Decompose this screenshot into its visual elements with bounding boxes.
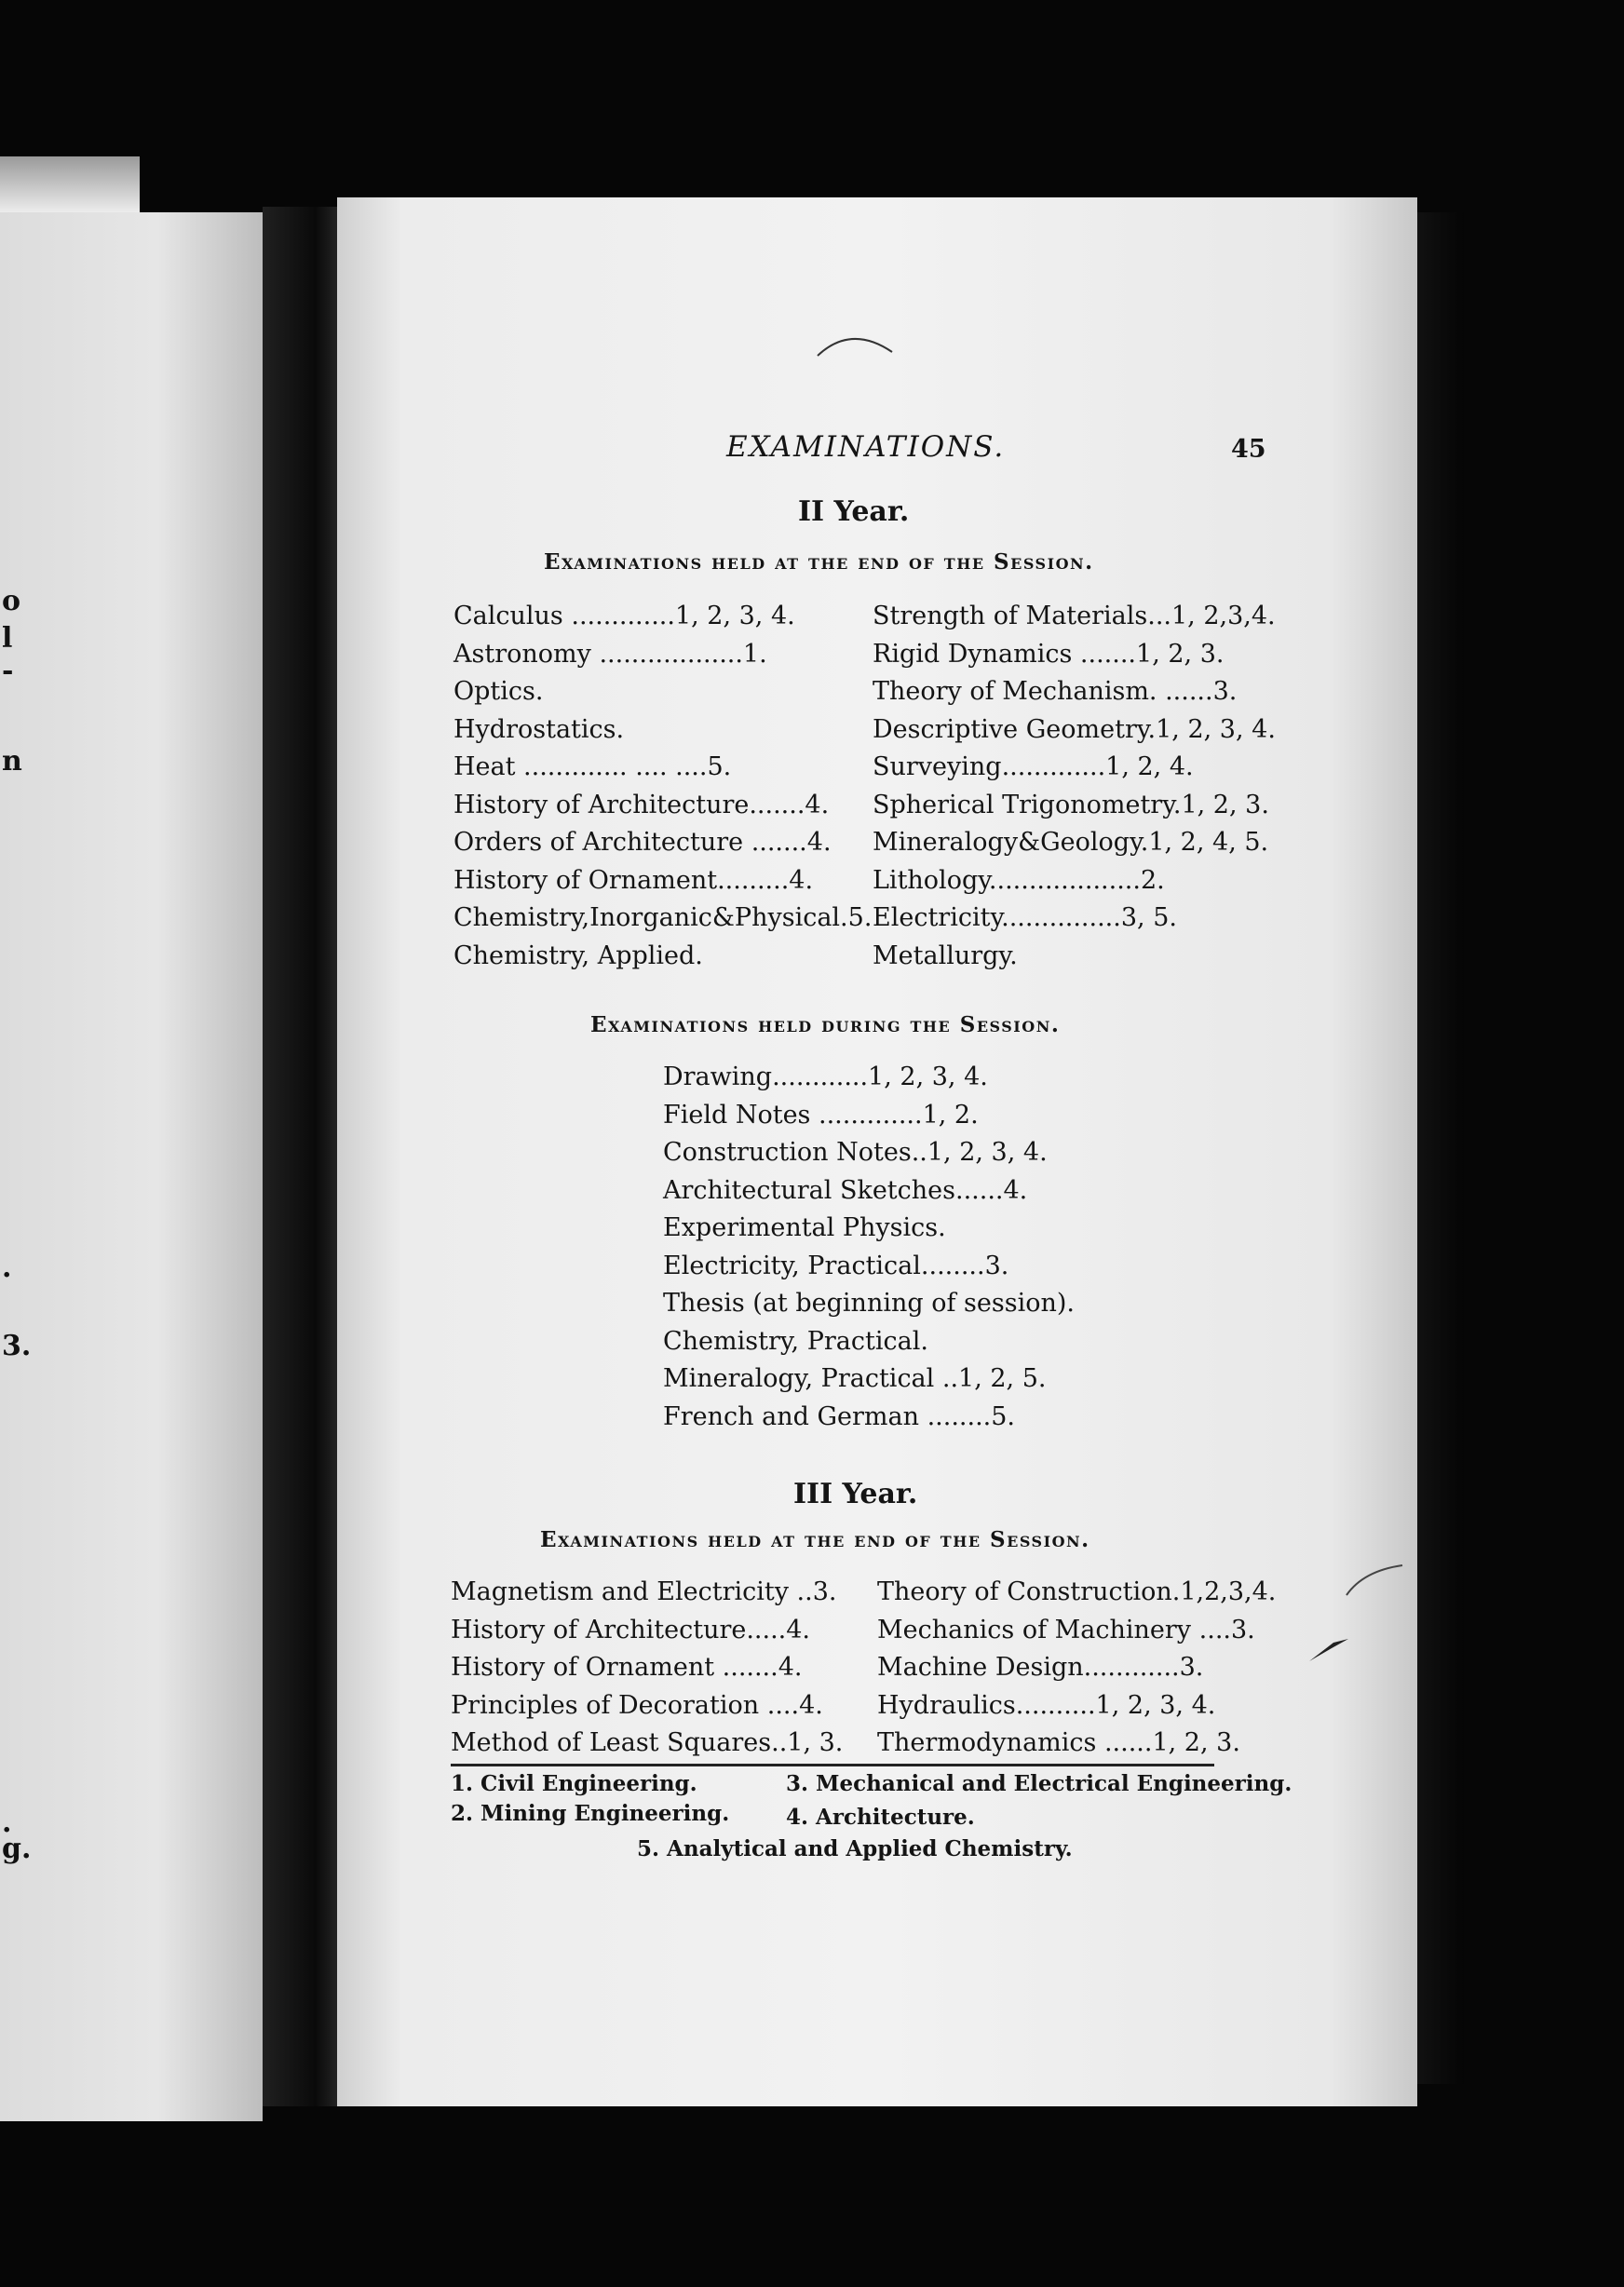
- left-page-fragment: g.: [2, 1833, 32, 1865]
- list-item: Lithology...................2.: [873, 865, 1165, 895]
- section-heading: Examinations held at the end of the Session.: [540, 1527, 1090, 1552]
- running-title: EXAMINATIONS.: [726, 430, 1006, 464]
- list-item: Principles of Decoration ....4.: [451, 1690, 823, 1720]
- list-item: Architectural Sketches......4.: [663, 1175, 1028, 1205]
- list-item: Theory of Construction.1,2,3,4.: [877, 1577, 1277, 1606]
- footnote-item: 4. Architecture.: [786, 1805, 975, 1830]
- left-page-fragment: l: [2, 622, 13, 655]
- footnote-item: 1. Civil Engineering.: [451, 1771, 697, 1796]
- list-item: Machine Design............3.: [877, 1653, 1204, 1682]
- pencil-mark-icon: [814, 328, 926, 365]
- list-item: Experimental Physics.: [663, 1213, 946, 1242]
- list-item: Chemistry,Inorganic&Physical.5.: [453, 903, 873, 932]
- pencil-mark-icon: [1343, 1562, 1408, 1599]
- list-item: Hydrostatics.: [453, 714, 625, 744]
- page-number: 45: [1231, 435, 1266, 464]
- footnote-item: 3. Mechanical and Electrical Engineering.: [786, 1771, 1292, 1796]
- left-page-fragment: .: [2, 1252, 12, 1284]
- list-item: Chemistry, Applied.: [453, 941, 703, 970]
- left-page-fragment: o: [2, 585, 21, 617]
- exam-list-left: [451, 1574, 843, 1763]
- list-item: Thermodynamics ......1, 2, 3.: [877, 1728, 1240, 1757]
- list-item: Astronomy ..................1.: [453, 639, 767, 669]
- list-item: Chemistry, Practical.: [663, 1326, 928, 1356]
- footnote-item: 2. Mining Engineering.: [451, 1801, 730, 1826]
- exam-list-right: [873, 598, 1276, 975]
- footnote-item: 5. Analytical and Applied Chemistry.: [637, 1836, 1073, 1861]
- ink-mark-icon: [1306, 1630, 1352, 1667]
- list-item: History of Ornament.........4.: [453, 865, 814, 895]
- list-item: Theory of Mechanism. ......3.: [873, 677, 1238, 706]
- left-page-fragment: n: [2, 745, 22, 778]
- list-item: Calculus .............1, 2, 3, 4.: [453, 602, 795, 630]
- list-item: Spherical Trigonometry.1, 2, 3.: [873, 790, 1269, 819]
- list-item: History of Architecture.....4.: [451, 1615, 811, 1644]
- left-page-fragment: -: [2, 655, 14, 687]
- list-item: Surveying.............1, 2, 4.: [873, 752, 1194, 781]
- list-item: Strength of Materials...1, 2,3,4.: [873, 602, 1276, 630]
- left-page-fragment: .: [2, 1807, 12, 1839]
- section-heading: Examinations held at the end of the Session.: [544, 549, 1094, 575]
- list-item: Magnetism and Electricity ..3.: [451, 1577, 837, 1606]
- list-item: Mechanics of Machinery ....3.: [877, 1615, 1255, 1644]
- section-heading: Examinations held during the Session.: [590, 1012, 1061, 1037]
- list-item: Heat ............. .... ....5.: [453, 752, 732, 781]
- list-item: Descriptive Geometry.1, 2, 3, 4.: [873, 714, 1276, 744]
- exam-list-right: [877, 1574, 1276, 1763]
- exam-list-left: [453, 598, 872, 975]
- list-item: Orders of Architecture .......4.: [453, 828, 832, 857]
- book-page: [337, 197, 1417, 2106]
- list-item: Mineralogy&Geology.1, 2, 4, 5.: [873, 828, 1269, 857]
- left-page: [0, 212, 263, 2121]
- list-item: Electricity, Practical........3.: [663, 1251, 1009, 1280]
- list-item: Electricity...............3, 5.: [873, 903, 1177, 932]
- list-item: Field Notes .............1, 2.: [663, 1100, 979, 1130]
- list-item: Mineralogy, Practical ..1, 2, 5.: [663, 1364, 1047, 1393]
- left-page-top-edge: [0, 156, 140, 214]
- list-item: Hydraulics..........1, 2, 3, 4.: [877, 1690, 1216, 1720]
- footnote-rule: [451, 1764, 1214, 1766]
- list-item: Metallurgy.: [873, 941, 1018, 970]
- list-item: History of Ornament .......4.: [451, 1653, 803, 1682]
- list-item: Method of Least Squares..1, 3.: [451, 1728, 844, 1757]
- list-item: Rigid Dynamics .......1, 2, 3.: [873, 639, 1225, 669]
- year-heading: III Year.: [793, 1478, 918, 1510]
- exam-list-during: [663, 1059, 1075, 1436]
- list-item: Thesis (at beginning of session).: [663, 1289, 1075, 1318]
- list-item: Optics.: [453, 677, 544, 706]
- list-item: History of Architecture.......4.: [453, 790, 830, 819]
- left-page-fragment: 3.: [2, 1330, 32, 1362]
- list-item: Drawing............1, 2, 3, 4.: [663, 1062, 988, 1091]
- page-edge-shadow: [1417, 212, 1464, 2084]
- list-item: Construction Notes..1, 2, 3, 4.: [663, 1138, 1048, 1167]
- list-item: French and German ........5.: [663, 1401, 1015, 1431]
- year-heading: II Year.: [798, 495, 910, 528]
